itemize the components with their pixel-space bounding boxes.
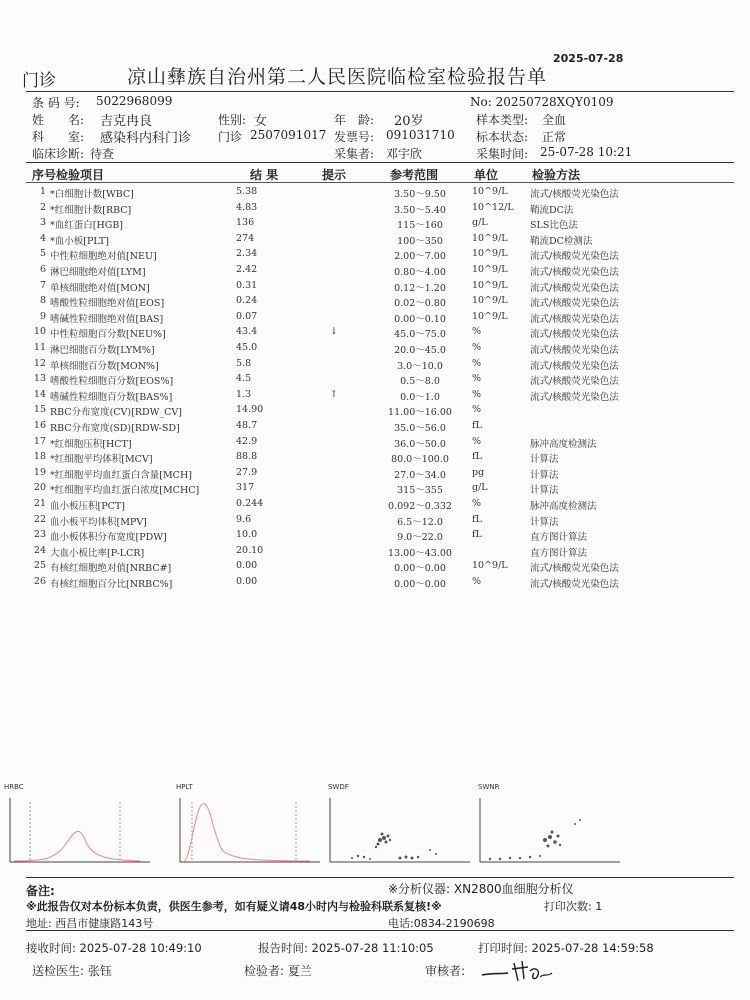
row-result: 4.5 <box>236 373 252 385</box>
wnr-scatter <box>480 798 620 862</box>
row-method: 流式/核酸荧光染色法 <box>530 313 619 325</box>
row-result: 0.31 <box>236 279 258 291</box>
row-unit: 10^9/L <box>472 560 508 572</box>
row-reference: 0.00～0.00 <box>394 579 446 590</box>
row-unit: fL <box>472 529 482 541</box>
print-count: 打印次数: 1 <box>544 900 603 913</box>
row-method: 流式/核酸荧光染色法 <box>530 391 619 403</box>
plt-histogram <box>180 798 320 862</box>
dept-label: 科 室: <box>32 130 85 144</box>
row-reference: 2.00～7.00 <box>394 251 446 263</box>
row-item: *红细胞平均体积[MCV] <box>50 454 153 466</box>
analyzer: ※分析仪器: XN2800血细胞分析仪 <box>388 882 574 896</box>
wdf-graph-label: SWDF <box>328 783 349 791</box>
row-unit: 10^9/L <box>472 186 508 197</box>
row-unit: fL <box>472 420 482 431</box>
row-result: 20.10 <box>236 544 264 556</box>
row-unit: 10^9/L <box>472 264 508 275</box>
row-item: 单核细胞绝对值[MON] <box>50 282 150 294</box>
row-number: 20 <box>33 482 46 494</box>
header-method: 检验方法 <box>532 168 581 182</box>
row-result: 43.4 <box>236 326 258 338</box>
header-result: 结 果 <box>250 168 279 182</box>
row-result: 42.9 <box>236 435 258 447</box>
row-reference: 100～350 <box>397 235 443 247</box>
row-result: 14.90 <box>236 404 264 416</box>
row-unit: fL <box>472 513 482 525</box>
row-unit: g/L <box>472 217 488 229</box>
row-item: RBC分布宽度(SD)[RDW-SD] <box>50 423 180 434</box>
row-unit: pg <box>472 466 485 478</box>
row-item: *血小板[PLT] <box>50 235 109 247</box>
phone: 电话:0834-2190698 <box>388 917 495 930</box>
row-item: 嗜碱性粒细胞百分数[BAS%] <box>50 391 173 403</box>
row-reference: 80.0～100.0 <box>391 454 449 466</box>
disclaimer: ※此报告仅对本份标本负责，供医生参考，如有疑义请48小时内与检验科联系复核!※ <box>26 900 442 913</box>
table-row <box>0 465 750 481</box>
row-unit: fL <box>472 451 482 463</box>
row-reference: 36.0～50.0 <box>394 438 446 450</box>
row-unit: % <box>472 498 482 509</box>
row-result: 48.7 <box>236 420 258 431</box>
collect-time-label: 采集时间: <box>476 147 529 161</box>
row-unit: 10^9/L <box>472 248 508 260</box>
row-reference: 0.092～0.332 <box>388 501 452 512</box>
table-row <box>0 418 750 434</box>
row-item: 有核红细胞绝对值[NRBC#] <box>50 563 172 575</box>
table-row <box>0 543 750 559</box>
row-method: 流式/核酸荧光染色法 <box>530 298 619 310</box>
barcode-value: 5022968099 <box>96 94 173 108</box>
row-number: 18 <box>33 451 46 463</box>
row-unit: % <box>472 576 482 587</box>
row-reference: 20.0～45.0 <box>394 345 446 356</box>
reviewer-signature <box>478 955 558 985</box>
row-method: 脉冲高度检测法 <box>530 501 597 512</box>
status-label: 标本状态: <box>476 130 529 144</box>
row-item: 血小板压积[PCT] <box>50 501 125 512</box>
row-reference: 3.0～10.0 <box>397 360 443 372</box>
diagnosis-label: 临床诊断: <box>32 147 85 161</box>
invoice-number: 091031710 <box>386 128 455 142</box>
patient-age: 20岁 <box>394 114 424 129</box>
report-time: 报告时间: 2025-07-28 11:10:05 <box>258 941 434 955</box>
row-number: 10 <box>33 326 46 338</box>
receive-time: 接收时间: 2025-07-28 10:49:10 <box>26 941 202 955</box>
row-number: 1 <box>39 186 46 197</box>
collector-label: 采集者: <box>334 147 375 161</box>
patient-sex: 女 <box>254 114 268 129</box>
collector: 邓宇欣 <box>386 147 423 161</box>
diagnosis: 待查 <box>90 147 115 161</box>
wdf-scatter <box>330 798 470 862</box>
table-row <box>0 356 750 372</box>
table-row <box>0 371 750 387</box>
table-row <box>0 496 750 512</box>
report-date: 2025-07-28 <box>553 52 624 65</box>
row-result: 9.6 <box>236 513 252 525</box>
row-unit: % <box>472 388 482 400</box>
age-label: 年 龄: <box>334 113 375 127</box>
sample-type-label: 样本类型: <box>476 113 529 127</box>
barcode-label: 条 码 号: <box>32 96 80 110</box>
row-method: 流式/核酸荧光染色法 <box>530 563 619 575</box>
address: 地址: 西昌市健康路143号 <box>26 917 154 930</box>
name-label: 姓 名: <box>32 113 85 127</box>
row-method: 流式/核酸荧光染色法 <box>530 345 619 356</box>
row-unit: % <box>472 373 482 385</box>
row-unit: % <box>472 342 482 353</box>
wbc-graph-label: HRBC <box>4 783 24 791</box>
row-method: SLS比色法 <box>530 220 578 232</box>
table-row <box>0 231 750 247</box>
table-row <box>0 215 750 231</box>
table-row <box>0 262 750 278</box>
row-item: 单核细胞百分数[MON%] <box>50 360 159 372</box>
patient-dept: 感染科内科门诊 <box>100 131 192 146</box>
row-result: 0.00 <box>236 560 258 572</box>
doctor: 送检医生: 张钰 <box>32 964 112 978</box>
clinic-label: 门诊 <box>218 130 243 144</box>
header-unit: 单位 <box>474 168 499 182</box>
row-method: 流式/核酸荧光染色法 <box>530 251 619 263</box>
plt-graph-label: HPLT <box>176 783 193 791</box>
row-result: 2.34 <box>236 248 258 260</box>
table-row <box>0 512 750 528</box>
row-number: 19 <box>33 466 46 478</box>
table-row <box>0 246 750 262</box>
wnr-graph-label: SWNR <box>478 783 500 791</box>
row-method: 直方图计算法 <box>530 547 588 559</box>
row-item: *红细胞平均血红蛋白浓度[MCHC] <box>50 485 200 497</box>
row-result: 317 <box>236 482 255 494</box>
row-item: 淋巴细胞绝对值[LYM] <box>50 267 146 278</box>
patient-name: 吉克冉良 <box>100 114 153 129</box>
remarks-label: 备注: <box>26 884 55 898</box>
table-row <box>0 449 750 465</box>
row-number: 7 <box>39 279 46 291</box>
row-reference: 35.0～56.0 <box>394 423 446 434</box>
row-method: 脉冲高度检测法 <box>530 438 597 450</box>
row-item: 淋巴细胞百分数[LYM%] <box>50 345 155 356</box>
row-unit: 10^9/L <box>472 310 508 322</box>
row-reference: 0.12～1.20 <box>394 282 446 294</box>
row-unit: 10^12/L <box>472 201 514 213</box>
row-reference: 13.00～43.00 <box>388 547 452 559</box>
row-reference: 11.00～16.00 <box>388 407 452 419</box>
row-method: 流式/核酸荧光染色法 <box>530 189 619 200</box>
row-result: 45.0 <box>236 342 258 353</box>
row-result: 274 <box>236 232 255 244</box>
row-reference: 0.80～4.00 <box>394 267 446 278</box>
row-number: 8 <box>39 295 46 307</box>
table-row <box>0 387 750 403</box>
row-number: 5 <box>39 248 46 260</box>
reviewer-label: 审核者: <box>425 964 466 978</box>
table-row <box>0 574 750 590</box>
row-number: 16 <box>33 420 46 431</box>
table-row <box>0 402 750 418</box>
row-item: 嗜酸性粒细胞百分数[EOS%] <box>50 376 174 388</box>
row-method: 直方图计算法 <box>530 532 588 544</box>
row-number: 3 <box>39 217 46 229</box>
row-result: 88.8 <box>236 451 258 463</box>
row-item: 血小板平均体积[MPV] <box>50 516 147 528</box>
row-reference: 3.50～5.40 <box>394 204 446 216</box>
row-number: 14 <box>33 388 46 400</box>
row-result: 5.8 <box>236 357 252 369</box>
row-unit: % <box>472 326 482 338</box>
report-title: 凉山彝族自治州第二人民医院临检室检验报告单 <box>127 66 548 88</box>
row-reference: 9.0～22.0 <box>397 532 443 544</box>
row-number: 6 <box>39 264 46 275</box>
row-result: 2.42 <box>236 264 258 275</box>
sample-status: 正常 <box>542 130 567 144</box>
row-unit: 10^9/L <box>472 232 508 244</box>
row-method: 流式/核酸荧光染色法 <box>530 329 619 341</box>
inspector: 检验者: 夏兰 <box>244 964 312 978</box>
row-reference: 0.5～8.0 <box>400 376 440 388</box>
table-row <box>0 434 750 450</box>
histogram-plots <box>0 790 750 870</box>
row-reference: 315～355 <box>397 485 443 497</box>
row-method: 计算法 <box>530 516 559 528</box>
row-reference: 0.00～0.10 <box>394 313 446 325</box>
dept-type: 门诊 <box>22 71 56 91</box>
row-item: 中性粒细胞百分数[NEU%] <box>50 329 166 341</box>
wbc-histogram <box>10 798 150 862</box>
print-time: 打印时间: 2025-07-28 14:59:58 <box>478 941 654 955</box>
row-number: 2 <box>39 201 46 213</box>
header-ref: 参考范围 <box>390 168 439 182</box>
row-flag: ↓ <box>330 326 338 338</box>
header-item: 序号检验项目 <box>32 168 105 182</box>
row-method: 流式/核酸荧光染色法 <box>530 376 619 388</box>
row-number: 23 <box>33 529 46 541</box>
clinic-number: 2507091017 <box>250 128 327 142</box>
row-method: 流式/核酸荧光染色法 <box>530 267 619 278</box>
row-result: 136 <box>236 217 255 229</box>
row-result: 0.244 <box>236 498 264 509</box>
row-number: 4 <box>39 232 46 244</box>
table-row <box>0 480 750 496</box>
row-unit: % <box>472 357 482 369</box>
row-result: 4.83 <box>236 201 258 213</box>
row-result: 10.0 <box>236 529 258 541</box>
row-item: *血红蛋白[HGB] <box>50 220 124 232</box>
collect-time: 25-07-28 10:21 <box>540 145 633 159</box>
row-method: 鞘流DC法 <box>530 204 574 216</box>
report-number: No: 20250728XQY0109 <box>470 95 614 109</box>
row-method: 鞘流DC检测法 <box>530 235 593 247</box>
row-item: 有核红细胞百分比[NRBC%] <box>50 579 173 590</box>
row-item: 大血小板比率[P-LCR] <box>50 547 145 559</box>
row-result: 27.9 <box>236 466 258 478</box>
row-number: 22 <box>33 513 46 525</box>
row-result: 0.00 <box>236 576 258 587</box>
row-number: 24 <box>33 544 46 556</box>
row-reference: 0.0～1.0 <box>400 391 440 403</box>
row-flag: ↑ <box>330 388 338 400</box>
row-reference: 0.00～0.00 <box>394 563 446 575</box>
row-item: 嗜碱性粒细胞绝对值[BAS] <box>50 313 164 325</box>
row-number: 21 <box>33 498 46 509</box>
table-row <box>0 200 750 216</box>
row-method: 计算法 <box>530 469 559 481</box>
row-item: 嗜酸性粒细胞绝对值[EOS] <box>50 298 165 310</box>
row-unit: % <box>472 404 482 416</box>
row-reference: 115～160 <box>397 220 443 232</box>
invoice-label: 发票号: <box>334 130 375 144</box>
sample-type: 全血 <box>542 113 567 127</box>
row-item: 血小板体积分布宽度[PDW] <box>50 532 167 544</box>
row-reference: 45.0～75.0 <box>394 329 446 341</box>
row-reference: 6.5～12.0 <box>397 516 443 528</box>
row-number: 15 <box>33 404 46 416</box>
table-row <box>0 340 750 356</box>
row-reference: 0.02～0.80 <box>394 298 446 310</box>
table-row <box>0 184 750 200</box>
row-item: 中性粒细胞绝对值[NEU] <box>50 251 157 263</box>
row-method: 计算法 <box>530 485 559 497</box>
table-row <box>0 558 750 574</box>
row-unit: % <box>472 435 482 447</box>
header-flag: 提示 <box>322 168 347 182</box>
row-item: *白细胞计数[WBC] <box>50 189 134 200</box>
table-row <box>0 309 750 325</box>
sex-label: 性别: <box>218 113 247 127</box>
row-number: 25 <box>33 560 46 572</box>
row-number: 26 <box>33 576 46 587</box>
row-method: 流式/核酸荧光染色法 <box>530 282 619 294</box>
row-result: 1.3 <box>236 388 252 400</box>
table-row <box>0 324 750 340</box>
row-item: *红细胞平均血红蛋白含量[MCH] <box>50 469 192 481</box>
row-result: 0.24 <box>236 295 258 307</box>
table-row <box>0 527 750 543</box>
row-item: *红细胞压积[HCT] <box>50 438 132 450</box>
row-reference: 27.0～34.0 <box>394 469 446 481</box>
row-item: RBC分布宽度(CV)[RDW_CV] <box>50 407 182 419</box>
table-row <box>0 278 750 294</box>
row-unit: g/L <box>472 482 488 494</box>
row-number: 11 <box>33 342 46 353</box>
row-result: 5.38 <box>236 186 258 197</box>
row-item: *红细胞计数[RBC] <box>50 204 132 216</box>
row-method: 流式/核酸荧光染色法 <box>530 360 619 372</box>
row-result: 0.07 <box>236 310 258 322</box>
row-method: 流式/核酸荧光染色法 <box>530 579 619 590</box>
table-row <box>0 293 750 309</box>
row-unit: 10^9/L <box>472 295 508 307</box>
row-reference: 3.50～9.50 <box>394 189 446 200</box>
row-number: 12 <box>33 357 46 369</box>
row-method: 计算法 <box>530 454 559 466</box>
row-number: 17 <box>33 435 46 447</box>
row-unit: 10^9/L <box>472 279 508 291</box>
row-number: 13 <box>33 373 46 385</box>
row-number: 9 <box>39 310 46 322</box>
